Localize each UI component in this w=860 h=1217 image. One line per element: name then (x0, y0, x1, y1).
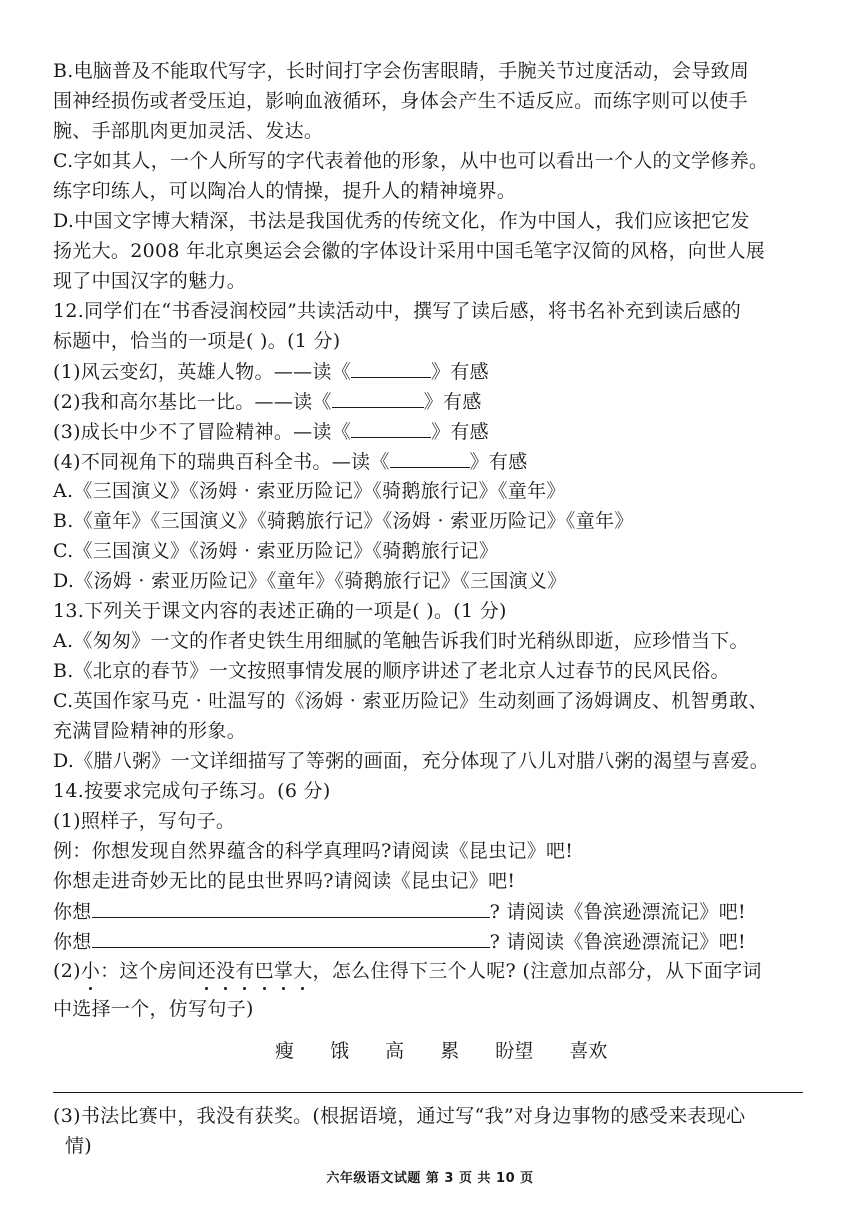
q13-option-c-line2: 充满冒险精神的形象。 (53, 720, 247, 742)
page-footer: 六年级语文试题 第 3 页 共 10 页 (326, 1171, 534, 1186)
word-bank-item: 瘦 (275, 1040, 295, 1062)
q12-item-4-blank[interactable] (390, 446, 470, 468)
q11-option-b-line3: 腕、手部肌肉更加灵活、发达。 (53, 120, 324, 142)
word-bank-item: 累 (440, 1040, 460, 1062)
q12-item-4: (4)不同视角下的瑞典百科全书。—读《 》有感 (53, 446, 823, 476)
q11-option-b-line2: 围神经损伤或者受压迫，影响血液循环，身体会产生不适反应。而练字则可以使手 (53, 90, 748, 112)
q12-item-3: (3)成长中少不了冒险精神。—读《 》有感 (53, 416, 823, 446)
q12-option-a: A.《三国演义》《汤姆 · 索亚历险记》《骑鹅旅行记》《童年》 (53, 480, 566, 502)
q12-item-1-blank[interactable] (351, 356, 431, 378)
q14-example-line1: 例：你想发现自然界蕴含的科学真理吗?请阅读《昆虫记》吧! (53, 840, 574, 862)
q14-part2-answer-line[interactable] (53, 1084, 803, 1093)
q14-part2-line2: 中选择一个，仿写句子) (53, 998, 254, 1020)
dotted-char: 小 (81, 956, 100, 986)
q11-option-d-line3: 现了中国汉字的魅力。 (53, 270, 247, 292)
q12-item-2-blank[interactable] (332, 386, 424, 408)
q11-option-c-line1: C.字如其人，一个人所写的字代表着他的形象，从中也可以看出一个人的文学修养。 (53, 150, 769, 172)
dotted-char: 没 (216, 956, 235, 986)
dotted-char: 有 (235, 956, 254, 986)
dotted-char: 掌 (274, 956, 293, 986)
q13-option-d: D.《腊八粥》一文详细描写了等粥的画面，充分体现了八儿对腊八粥的渴望与喜爱。 (53, 750, 769, 772)
q14-fill-blank-2[interactable] (92, 926, 490, 948)
q11-option-d-line2: 扬光大。2008 年北京奥运会会徽的字体设计采用中国毛笔字汉简的风格，向世人展 (53, 240, 766, 262)
exam-page (53, 56, 823, 1161)
dotted-char: 还 (197, 956, 216, 986)
q13-option-a: A.《匆匆》一文的作者史铁生用细腻的笔触告诉我们时光稍纵即逝，应珍惜当下。 (53, 630, 749, 652)
word-bank-item: 喜欢 (569, 1040, 608, 1062)
q14-example-line2: 你想走进奇妙无比的昆虫世界吗?请阅读《昆虫记》吧! (53, 870, 516, 892)
q13-stem: 13.下列关于课文内容的表述正确的一项是( )。(1 分) (53, 600, 507, 622)
q12-stem-line1: 12.同学们在“书香浸润校园”共读活动中，撰写了读后感，将书名补充到读后感的 (53, 300, 742, 322)
word-bank-item: 盼望 (495, 1040, 534, 1062)
q14-part3-line1: (3)书法比赛中，我没有获奖。(根据语境，通过写“我”对身边事物的感受来表现心 (53, 1105, 746, 1127)
q12-item-1: (1)风云变幻，英雄人物。——读《 》有感 (53, 356, 823, 386)
q12-item-3-blank[interactable] (351, 416, 431, 438)
q11-option-d-line1: D.中国文字博大精深，书法是我国优秀的传统文化，作为中国人，我们应该把它发 (53, 210, 750, 232)
q12-option-c: C.《三国演义》《汤姆 · 索亚历险记》《骑鹅旅行记》 (53, 540, 499, 562)
q13-option-b: B.《北京的春节》一文按照事情发展的顺序讲述了老北京人过春节的民风民俗。 (53, 660, 730, 682)
q13-option-c-line1: C.英国作家马克 · 吐温写的《汤姆 · 索亚历险记》生动刻画了汤姆调皮、机智勇敢、 (53, 690, 768, 712)
dotted-phrase (197, 960, 313, 982)
q14-fill-line-1: 你想 ? 请阅读《鲁滨逊漂流记》吧! (53, 896, 823, 926)
word-bank (53, 1034, 823, 1068)
q12-item-2: (2)我和高尔基比一比。——读《 》有感 (53, 386, 823, 416)
word-bank-item: 高 (385, 1040, 405, 1062)
dotted-char: 巴 (255, 956, 274, 986)
q12-stem-line2: 标题中，恰当的一项是( )。(1 分) (53, 330, 341, 352)
q14-part2-line1: (2)小：这个房间还没有巴掌大，怎么住得下三个人呢? (注意加点部分，从下面字词 (53, 956, 823, 986)
q11-option-b-line1: B.电脑普及不能取代写字，长时间打字会伤害眼睛，手腕关节过度活动，会导致周 (53, 60, 750, 82)
word-bank-item: 饿 (330, 1040, 350, 1062)
q11-option-c-line2: 练字印练人，可以陶冶人的情操，提升人的精神境界。 (53, 180, 517, 202)
q12-option-d: D.《汤姆 · 索亚历险记》《童年》《骑鹅旅行记》《三国演义》 (53, 570, 567, 592)
dotted-char: 大 (293, 956, 312, 986)
q14-stem: 14.按要求完成句子练习。(6 分) (53, 780, 331, 802)
q14-fill-blank-1[interactable] (92, 896, 490, 918)
q14-fill-line-2: 你想 ? 请阅读《鲁滨逊漂流记》吧! (53, 926, 823, 956)
q12-option-b: B.《童年》《三国演义》《骑鹅旅行记》《汤姆 · 索亚历险记》《童年》 (53, 510, 634, 532)
q14-part3-line2: 情) (65, 1135, 93, 1157)
q14-part1-title: (1)照样子，写句子。 (53, 810, 236, 832)
